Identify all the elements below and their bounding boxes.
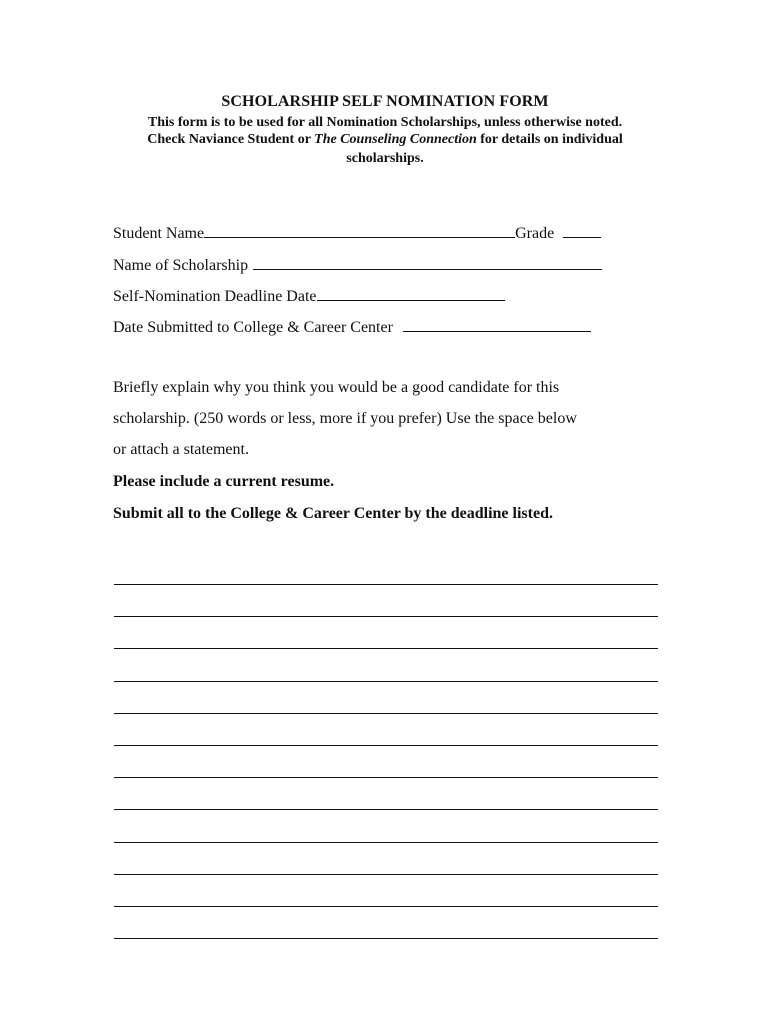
statement-line[interactable] (114, 745, 658, 746)
statement-line[interactable] (114, 906, 658, 907)
scholarship-name-label: Name of Scholarship (113, 257, 249, 274)
student-name-row (113, 222, 601, 243)
statement-line[interactable] (114, 842, 658, 843)
submit-note: Submit all to the College & Career Center by the deadline listed. (113, 505, 553, 522)
grade-field[interactable] (563, 222, 601, 238)
scholarship-name-row (113, 254, 602, 275)
deadline-date-field[interactable] (317, 285, 505, 301)
student-name-field[interactable] (204, 222, 515, 238)
student-name-label: Student Name (113, 225, 205, 242)
form-subtitle-line1: This form is to be used for all Nomination Scholarships, unless otherwise noted. (147, 115, 623, 130)
scholarship-name-field[interactable] (253, 254, 602, 270)
deadline-date-row (113, 285, 505, 306)
statement-line[interactable] (114, 938, 658, 939)
subtitle-line2-pre: Check Naviance Student or (147, 132, 315, 147)
grade-label: Grade (515, 225, 555, 242)
statement-line[interactable] (114, 681, 658, 682)
statement-line[interactable] (114, 616, 658, 617)
deadline-date-label: Self-Nomination Deadline Date (113, 288, 317, 305)
instructions-line2: scholarship. (250 words or less, more if you prefer) Use the space below (113, 410, 577, 427)
date-submitted-row (113, 316, 591, 337)
statement-line[interactable] (114, 584, 658, 585)
counseling-connection-title: The Counseling Connection (314, 132, 477, 147)
statement-line[interactable] (114, 874, 658, 875)
form-title: SCHOLARSHIP SELF NOMINATION FORM (221, 93, 549, 110)
instructions-line3: or attach a statement. (113, 441, 249, 458)
form-subtitle-line3: scholarships. (346, 151, 424, 166)
statement-line[interactable] (114, 777, 658, 778)
date-submitted-label: Date Submitted to College & Career Center (113, 319, 393, 336)
date-submitted-field[interactable] (403, 316, 591, 332)
subtitle-line2-post: for details on individual (476, 132, 623, 147)
resume-note: Please include a current resume. (113, 473, 335, 490)
statement-line[interactable] (114, 648, 658, 649)
statement-line[interactable] (114, 713, 658, 714)
form-subtitle-line2 (0, 132, 770, 148)
statement-line[interactable] (114, 809, 658, 810)
instructions-line1: Briefly explain why you think you would be a good candidate for this (113, 379, 560, 396)
